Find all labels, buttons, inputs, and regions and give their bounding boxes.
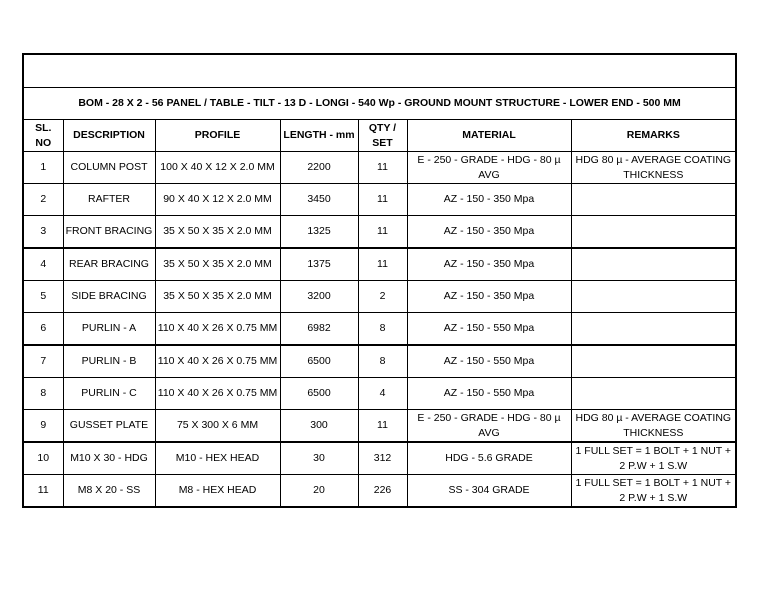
- cell-remarks: [571, 248, 736, 281]
- cell-remarks: [571, 313, 736, 346]
- table-row: [23, 475, 736, 508]
- cell-sl-no: 5: [23, 281, 63, 313]
- cell-qty: 11: [358, 216, 407, 249]
- cell-profile: 35 X 50 X 35 X 2.0 MM: [155, 248, 280, 281]
- cell-sl-no: 11: [23, 475, 63, 508]
- cell-length: 30: [280, 442, 358, 475]
- cell-description: REAR BRACING: [63, 248, 155, 281]
- cell-profile: 110 X 40 X 26 X 0.75 MM: [155, 345, 280, 378]
- cell-remarks: HDG 80 µ - AVERAGE COATING THICKNESS: [571, 410, 736, 443]
- cell-material: AZ - 150 - 550 Mpa: [407, 313, 571, 346]
- cell-sl-no: 1: [23, 152, 63, 184]
- cell-length: 2200: [280, 152, 358, 184]
- cell-length: 6982: [280, 313, 358, 346]
- cell-profile: 35 X 50 X 35 X 2.0 MM: [155, 281, 280, 313]
- bom-sheet: [22, 53, 735, 508]
- cell-qty: 8: [358, 345, 407, 378]
- cell-length: 3200: [280, 281, 358, 313]
- cell-description: GUSSET PLATE: [63, 410, 155, 443]
- cell-sl-no: 10: [23, 442, 63, 475]
- cell-qty: 4: [358, 378, 407, 410]
- cell-material: AZ - 150 - 550 Mpa: [407, 345, 571, 378]
- cell-length: 300: [280, 410, 358, 443]
- cell-material: SS - 304 GRADE: [407, 475, 571, 508]
- cell-profile: 110 X 40 X 26 X 0.75 MM: [155, 378, 280, 410]
- cell-material: E - 250 - GRADE - HDG - 80 µ AVG: [407, 152, 571, 184]
- cell-material: AZ - 150 - 350 Mpa: [407, 184, 571, 216]
- cell-material: AZ - 150 - 550 Mpa: [407, 378, 571, 410]
- cell-profile: M8 - HEX HEAD: [155, 475, 280, 508]
- table-row: [23, 442, 736, 475]
- column-header-row: [23, 120, 736, 152]
- cell-description: PURLIN - C: [63, 378, 155, 410]
- cell-qty: 226: [358, 475, 407, 508]
- column-header-profile: PROFILE: [155, 120, 280, 152]
- cell-qty: 11: [358, 410, 407, 443]
- cell-sl-no: 2: [23, 184, 63, 216]
- table-row: [23, 378, 736, 410]
- cell-remarks: [571, 184, 736, 216]
- cell-length: 6500: [280, 378, 358, 410]
- table-row: [23, 410, 736, 443]
- blank-header-row: [23, 54, 736, 88]
- table-row: [23, 281, 736, 313]
- cell-profile: M10 - HEX HEAD: [155, 442, 280, 475]
- cell-profile: 100 X 40 X 12 X 2.0 MM: [155, 152, 280, 184]
- cell-material: AZ - 150 - 350 Mpa: [407, 216, 571, 249]
- cell-qty: 312: [358, 442, 407, 475]
- cell-remarks: 1 FULL SET = 1 BOLT + 1 NUT + 2 P.W + 1 S.W: [571, 442, 736, 475]
- cell-description: COLUMN POST: [63, 152, 155, 184]
- bom-table: [22, 53, 737, 508]
- cell-qty: 2: [358, 281, 407, 313]
- cell-remarks: [571, 216, 736, 249]
- cell-profile: 35 X 50 X 35 X 2.0 MM: [155, 216, 280, 249]
- cell-length: 20: [280, 475, 358, 508]
- cell-description: PURLIN - A: [63, 313, 155, 346]
- cell-description: FRONT BRACING: [63, 216, 155, 249]
- table-row: [23, 345, 736, 378]
- table-row: [23, 152, 736, 184]
- title-row: [23, 88, 736, 120]
- cell-qty: 8: [358, 313, 407, 346]
- cell-sl-no: 9: [23, 410, 63, 443]
- cell-qty: 11: [358, 248, 407, 281]
- cell-remarks: [571, 345, 736, 378]
- cell-profile: 75 X 300 X 6 MM: [155, 410, 280, 443]
- cell-length: 3450: [280, 184, 358, 216]
- cell-sl-no: 7: [23, 345, 63, 378]
- table-row: [23, 184, 736, 216]
- cell-sl-no: 4: [23, 248, 63, 281]
- cell-description: RAFTER: [63, 184, 155, 216]
- cell-sl-no: 3: [23, 216, 63, 249]
- cell-length: 6500: [280, 345, 358, 378]
- cell-qty: 11: [358, 184, 407, 216]
- cell-length: 1375: [280, 248, 358, 281]
- cell-material: AZ - 150 - 350 Mpa: [407, 281, 571, 313]
- cell-length: 1325: [280, 216, 358, 249]
- column-header-material: MATERIAL: [407, 120, 571, 152]
- cell-remarks: [571, 281, 736, 313]
- cell-sl-no: 8: [23, 378, 63, 410]
- column-header-description: DESCRIPTION: [63, 120, 155, 152]
- cell-sl-no: 6: [23, 313, 63, 346]
- cell-remarks: 1 FULL SET = 1 BOLT + 1 NUT + 2 P.W + 1 S.W: [571, 475, 736, 508]
- cell-description: M10 X 30 - HDG: [63, 442, 155, 475]
- cell-remarks: HDG 80 µ - AVERAGE COATING THICKNESS: [571, 152, 736, 184]
- table-row: [23, 216, 736, 249]
- cell-profile: 110 X 40 X 26 X 0.75 MM: [155, 313, 280, 346]
- cell-material: AZ - 150 - 350 Mpa: [407, 248, 571, 281]
- cell-material: HDG - 5.6 GRADE: [407, 442, 571, 475]
- column-header-sl-no: SL. NO: [23, 120, 63, 152]
- cell-description: PURLIN - B: [63, 345, 155, 378]
- cell-profile: 90 X 40 X 12 X 2.0 MM: [155, 184, 280, 216]
- cell-remarks: [571, 378, 736, 410]
- cell-description: SIDE BRACING: [63, 281, 155, 313]
- column-header-remarks: REMARKS: [571, 120, 736, 152]
- column-header-qty: QTY / SET: [358, 120, 407, 152]
- cell-qty: 11: [358, 152, 407, 184]
- column-header-length: LENGTH - mm: [280, 120, 358, 152]
- cell-description: M8 X 20 - SS: [63, 475, 155, 508]
- blank-header-cell: [23, 54, 736, 88]
- table-row: [23, 313, 736, 346]
- table-row: [23, 248, 736, 281]
- table-title: BOM - 28 X 2 - 56 PANEL / TABLE - TILT - 13 D - LONGI - 540 Wp - GROUND MOUNT STRUCTURE - LOWER END - 500 MM: [23, 88, 736, 120]
- cell-material: E - 250 - GRADE - HDG - 80 µ AVG: [407, 410, 571, 443]
